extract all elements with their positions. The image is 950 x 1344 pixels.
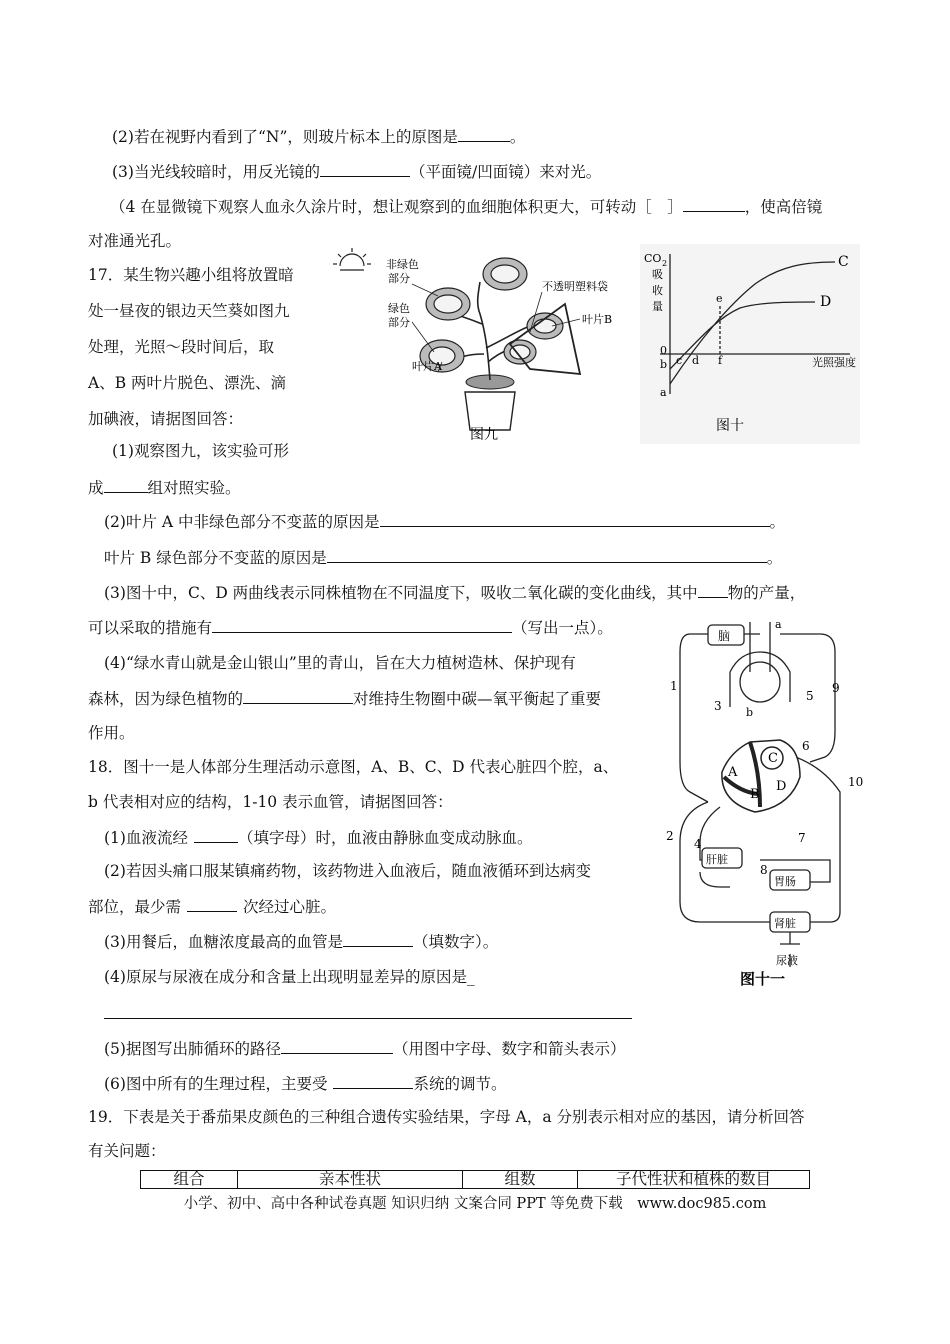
q17-intro-line: 处一昼夜的银边天竺葵如图九 bbox=[88, 302, 290, 320]
point-e: e bbox=[716, 292, 723, 305]
sun-icon bbox=[333, 248, 371, 270]
chamber-a: A bbox=[728, 765, 738, 780]
q17-part2: (2)叶片 A 中非绿色部分不变蓝的原因是 。 bbox=[104, 510, 785, 533]
y-axis-label: CO bbox=[644, 252, 662, 265]
chamber-b: B bbox=[750, 787, 760, 802]
point-b: b bbox=[660, 358, 668, 371]
urine-label: 尿液 bbox=[776, 954, 798, 967]
organ-gut: 胃肠 bbox=[774, 875, 796, 888]
answer-blank[interactable] bbox=[243, 687, 353, 704]
label-nongreen: 部分 bbox=[388, 272, 410, 285]
organ-kidney: 肾脏 bbox=[774, 917, 796, 930]
vessel-8: 8 bbox=[760, 863, 768, 877]
q18-part5: (5)据图写出肺循环的路径 （用图中字母、数字和箭头表示） bbox=[104, 1037, 625, 1060]
q16-part2: (2)若在视野内看到了“N”，则玻片标本上的原图是 。 bbox=[112, 125, 525, 148]
q17-intro-line: 处理，光照～段时间后，取 bbox=[88, 338, 275, 356]
q17-part3: (3)图十中，C、D 两曲线表示同株植物在不同温度下，吸收二氧化碳的变化曲线，其中 物的产量， bbox=[104, 581, 805, 604]
vessel-7: 7 bbox=[798, 831, 806, 845]
q17-intro-line: 加碘液，请据图回答： bbox=[88, 410, 244, 428]
vessel-9: 9 bbox=[832, 681, 840, 695]
chamber-c: C bbox=[768, 751, 778, 766]
q17-part4-cont: 森林，因为绿色植物的 对维持生物圈中碳—氧平衡起了重要 bbox=[88, 687, 601, 710]
q17-part1-cont: 成 组对照实验。 bbox=[88, 476, 241, 499]
q16-part3: (3)当光线较暗时，用反光镜的 （平面镜/凹面镜）来对光。 bbox=[112, 160, 601, 183]
q19-intro: 19．下表是关于番茄果皮颜色的三种组合遗传实验结果，字母 A，a 分别表示相对应的基因，请分析回答 bbox=[88, 1108, 805, 1126]
vessel-10: 10 bbox=[848, 775, 864, 789]
y-axis-label: 吸 bbox=[652, 268, 663, 281]
q18-part2: (2)若因头痛口服某镇痛药物，该药物进入血液后，随血液循环到达病变 bbox=[104, 862, 591, 880]
curve-d-label: D bbox=[820, 294, 832, 310]
q17-part4: (4)“绿水青山就是金山银山”里的青山，旨在大力植树造林、保护现有 bbox=[104, 654, 576, 672]
vessel-5: 5 bbox=[806, 689, 814, 703]
answer-blank[interactable] bbox=[194, 826, 238, 843]
q17-intro-line: 17．某生物兴趣小组将放置暗 bbox=[88, 266, 294, 284]
page-footer: 小学、初中、高中各种试卷真题 知识归纳 文案合同 PPT 等免费下载 www.doc985.com bbox=[183, 1196, 767, 1212]
curve-c-label: C bbox=[838, 254, 849, 270]
point-c: c bbox=[676, 354, 683, 367]
label-nongreen: 非绿色 bbox=[386, 258, 419, 271]
q19-intro-cont: 有关问题： bbox=[88, 1142, 166, 1160]
q17-part4-end: 作用。 bbox=[88, 724, 135, 742]
label-leaf-b: 叶片B bbox=[582, 313, 613, 326]
table-header: 组合 bbox=[141, 1171, 238, 1189]
organ-liver: 肝脏 bbox=[706, 853, 728, 866]
label-green: 部分 bbox=[388, 316, 410, 329]
y-axis-label: 量 bbox=[652, 300, 663, 313]
answer-blank[interactable] bbox=[320, 160, 410, 177]
answer-blank[interactable] bbox=[281, 1037, 393, 1054]
label-green: 绿色 bbox=[388, 302, 410, 315]
q18-intro-cont: b 代表相对应的结构，1-10 表示血管，请据图回答： bbox=[88, 793, 453, 811]
answer-blank[interactable] bbox=[187, 895, 237, 912]
q17-part1: (1)观察图九，该实验可形 bbox=[112, 442, 289, 460]
label-leaf-a: 叶片A bbox=[412, 360, 442, 373]
figure-10 bbox=[640, 244, 860, 444]
point-d: d bbox=[692, 354, 700, 367]
q17-part3-cont: 可以采取的措施有 （写出一点）。 bbox=[88, 616, 613, 639]
organ-brain: 脑 bbox=[718, 629, 731, 643]
vessel-3: 3 bbox=[714, 699, 722, 713]
answer-blank[interactable] bbox=[333, 1072, 413, 1089]
flower-pot bbox=[465, 392, 515, 430]
figure-9 bbox=[330, 244, 650, 444]
y-axis-label: 收 bbox=[652, 284, 663, 297]
answer-blank[interactable] bbox=[104, 476, 148, 493]
point-a: a bbox=[660, 386, 667, 399]
genetics-table bbox=[140, 1170, 810, 1189]
q18-part4: (4)原尿与尿液在成分和含量上出现明显差异的原因是_ bbox=[104, 968, 475, 986]
vessel-6: 6 bbox=[802, 739, 810, 753]
q18-intro: 18．图十一是人体部分生理活动示意图，A、B、C、D 代表心脏四个腔，a、 bbox=[88, 758, 619, 776]
chamber-d: D bbox=[776, 779, 787, 794]
table-header-row bbox=[141, 1171, 810, 1189]
answer-blank[interactable] bbox=[343, 930, 413, 947]
figure-11-caption: 图十一 bbox=[740, 970, 786, 988]
q18-part3: (3)用餐后，血糖浓度最高的血管是 （填数字）。 bbox=[104, 930, 498, 953]
y-axis-sub: 2 bbox=[662, 259, 668, 268]
vessel-1: 1 bbox=[670, 679, 678, 693]
q17-part2b: 叶片 B 绿色部分不变蓝的原因是 。 bbox=[104, 546, 782, 569]
point-origin: 0 bbox=[660, 344, 667, 357]
answer-line[interactable] bbox=[104, 1018, 632, 1019]
figure-11 bbox=[660, 612, 870, 992]
figure-10-caption: 图十 bbox=[716, 418, 744, 434]
figure-9-caption: 图九 bbox=[470, 427, 498, 443]
x-axis-label: 光照强度 bbox=[812, 356, 856, 369]
q18-part6: (6)图中所有的生理过程，主要受 系统的调节。 bbox=[104, 1072, 506, 1095]
q17-intro-line: A、B 两叶片脱色、漂洗、滴 bbox=[88, 374, 287, 392]
vessel-2: 2 bbox=[666, 829, 674, 843]
q16-part4: （4 在显微镜下观察人血永久涂片时，想让观察到的血细胞体积更大，可转动［ ］ ，使高倍镜 bbox=[110, 195, 822, 218]
table-header: 亲本性状 bbox=[238, 1171, 463, 1189]
structure-b: b bbox=[746, 706, 754, 719]
table-header: 子代性状和植株的数目 bbox=[578, 1171, 810, 1189]
answer-blank[interactable] bbox=[327, 546, 767, 563]
q16-part4-cont: 对准通光孔。 bbox=[88, 232, 182, 250]
q18-part1: (1)血液流经 （填字母）时，血液由静脉血变成动脉血。 bbox=[104, 826, 532, 849]
answer-blank[interactable] bbox=[212, 616, 512, 633]
structure-a: a bbox=[775, 618, 782, 631]
answer-blank[interactable] bbox=[698, 581, 728, 598]
answer-blank[interactable] bbox=[458, 125, 510, 142]
q18-part2-cont: 部位，最少需 次经过心脏。 bbox=[88, 895, 336, 918]
point-f: f bbox=[718, 354, 723, 367]
answer-blank[interactable] bbox=[380, 510, 770, 527]
vessel-4: 4 bbox=[694, 837, 702, 851]
table-header: 组数 bbox=[463, 1171, 578, 1189]
label-bag: 不透明塑料袋 bbox=[542, 280, 608, 293]
answer-blank[interactable] bbox=[683, 195, 745, 212]
